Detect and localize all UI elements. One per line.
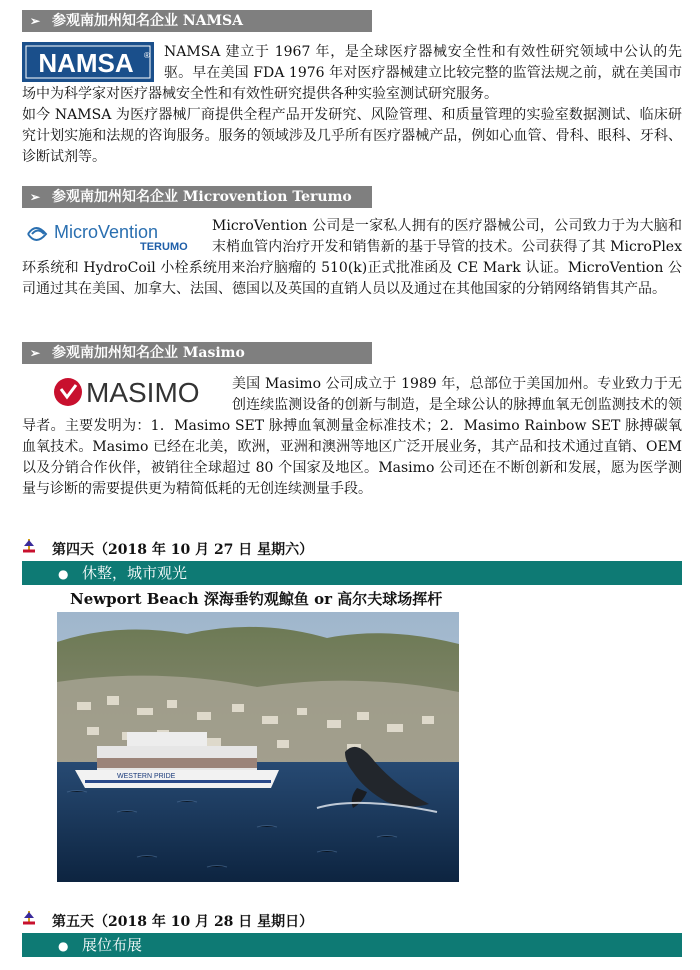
namsa-paragraph: NAMSA ® NAMSA 建立于 1967 年，是全球医疗器械安全性和有效性研究领域中公认的先驱。早在美国 FDA 1976 年对医疗器械建立比较完整的监管法规之前，就在美国市场中为科学家对医疗器械安全性和有效性研究提供各种实验室测试研究服务。 如今 NAMSA 为医疗器械厂商提供全程产品开发研究、风险管理、和质量管理的实验室数据测试、临床研究计划实施和法规的咨询服务。服务的领域涉及几乎所有医疗器械产品，例如心血管、骨科、眼科、牙科、诊断试剂等。 xyxy=(22,44,682,165)
bullet-icon: ● xyxy=(58,567,69,581)
day5-title: 第五天（2018 年 10 月 28 日 星期日） xyxy=(22,910,313,930)
flag-icon xyxy=(22,910,52,932)
arrow-icon: ➢ xyxy=(30,14,41,28)
svg-text:MASIMO: MASIMO xyxy=(86,377,200,408)
day4-title: 第四天（2018 年 10 月 27 日 星期六） xyxy=(22,538,313,558)
svg-text:®: ® xyxy=(144,51,150,60)
bullet-icon: ● xyxy=(58,939,69,953)
flag-icon xyxy=(22,538,52,560)
svg-text:TERUMO: TERUMO xyxy=(140,241,188,253)
microvention-logo xyxy=(22,216,202,254)
arrow-icon: ➢ xyxy=(30,190,41,204)
svg-text:MicroVention: MicroVention xyxy=(54,222,159,242)
svg-text:NAMSA: NAMSA xyxy=(38,48,134,78)
section-header-namsa: ➢ 参观南加州知名企业 NAMSA xyxy=(22,10,372,32)
arrow-icon: ➢ xyxy=(30,346,41,360)
svg-text:WESTERN PRIDE: WESTERN PRIDE xyxy=(117,773,176,780)
masimo-logo xyxy=(52,374,222,410)
namsa-logo xyxy=(22,42,154,82)
day4-activity-bar: ● 休整，城市观光 xyxy=(22,561,682,585)
masimo-paragraph: MASIMO 美国 Masimo 公司成立于 1989 年，总部位于美国加州。专业致力于无创连续监测设备的创新与制造，是全球公认的脉搏血氧无创监测技术的领导者。主要发明为：1．Masimo SET 脉搏血氧测量金标准技术；2．Masimo Rainbow SET 脉搏碳氧血氧技术。Masimo 已经在北美，欧洲，亚洲和澳洲等地区广泛开展业务，其产品和技术通过直销、OEM 以及分销合作伙伴，被销往全球超过 80 个国家及地区。Masimo 公司还在不断创新和发展，愿为医学测量与诊断的需要提供更为精简低耗的无创连续测量手段。 xyxy=(22,376,682,497)
microvention-paragraph: MicroVention TERUMO MicroVention 公司是一家私人拥有的医疗器械公司，公司致力于为大脑和末梢血管内治疗开发和销售新的基于导管的技术。公司获得了其 MicroPlex 环系统和 HydroCoil 小栓系统用来治疗脑瘤的 510(k)正式批准函及 CE Mark 认证。MicroVention 公司通过其在美国、加拿大、法国、德国以及英国的直销人员以及通过在其他国家的分销网络销售其产品。 xyxy=(22,218,682,297)
photo-caption: Newport Beach 深海垂钓观鲸鱼 or 高尔夫球场挥杆 xyxy=(70,590,443,608)
whale-watching-photo xyxy=(57,612,459,882)
section-header-microvention: ➢ 参观南加州知名企业 Microvention Terumo xyxy=(22,186,372,208)
day5-activity-bar: ● 展位布展 xyxy=(22,933,682,957)
section-header-masimo: ➢ 参观南加州知名企业 Masimo xyxy=(22,342,372,364)
